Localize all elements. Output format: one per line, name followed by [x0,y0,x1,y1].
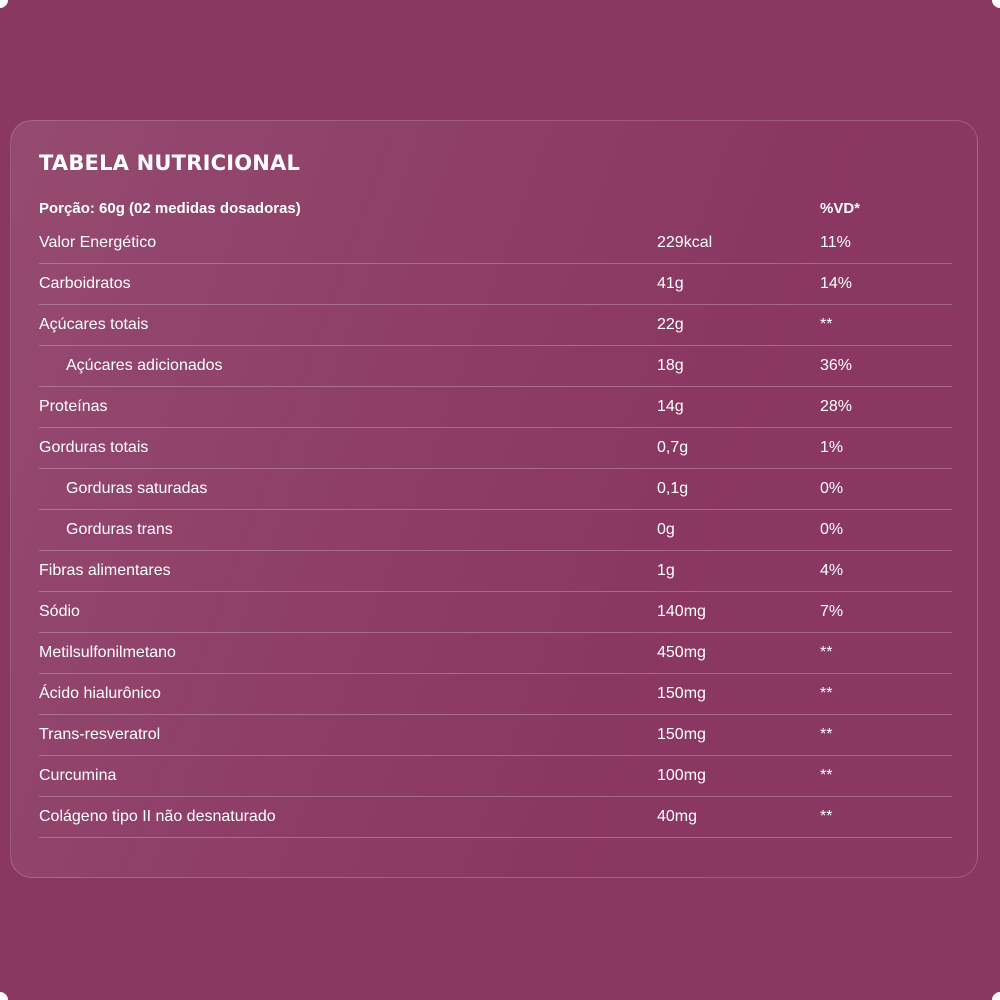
nutrient-amount: 1g [657,562,675,579]
nutrient-name: Açúcares totais [39,316,149,333]
table-row [39,387,952,428]
table-row [39,756,952,797]
nutrient-daily-value: ** [820,808,833,825]
nutrition-table [39,193,952,838]
nutrient-amount: 18g [657,357,684,374]
nutrient-amount: 150mg [657,726,706,743]
nutrient-amount: 41g [657,275,684,292]
table-row [39,633,952,674]
nutrient-daily-value: 11% [820,234,851,251]
nutrient-daily-value: ** [820,316,833,333]
nutrient-daily-value: ** [820,726,833,743]
nutrient-name: Curcumina [39,767,117,784]
table-row [39,674,952,715]
nutrient-daily-value: 14% [820,275,853,292]
table-row [39,305,952,346]
nutrient-name: Fibras alimentares [39,562,171,579]
table-row [39,592,952,633]
nutrient-name: Gorduras trans [66,521,173,538]
nutrition-panel [10,120,978,878]
table-row [39,715,952,756]
portion-label: Porção: 60g (02 medidas dosadoras) [39,199,301,217]
nutrient-amount: 0g [657,521,675,538]
nutrient-name: Gorduras totais [39,439,149,456]
nutrient-name: Gorduras saturadas [66,480,208,497]
table-row [39,264,952,305]
nutrient-name: Ácido hialurônico [39,685,161,702]
nutrient-daily-value: 36% [820,357,853,374]
nutrient-daily-value: 0% [820,480,844,497]
table-row [39,346,952,387]
nutrient-name: Carboidratos [39,275,131,292]
table-row [39,551,952,592]
nutrient-daily-value: 4% [820,562,844,579]
corner-decoration [0,992,8,1000]
nutrient-name: Proteínas [39,398,108,415]
nutrient-amount: 229kcal [657,234,713,251]
nutrient-amount: 140mg [657,603,706,620]
nutrient-name: Valor Energético [39,234,157,251]
nutrient-amount: 150mg [657,685,706,702]
nutrient-name: Sódio [39,603,80,620]
nutrient-amount: 450mg [657,644,706,661]
nutrient-amount: 40mg [657,808,698,825]
nutrient-amount: 0,7g [657,439,689,456]
nutrient-daily-value: 7% [820,603,844,620]
table-row [39,510,952,551]
nutrient-name: Metilsulfonilmetano [39,644,176,661]
nutrient-amount: 0,1g [657,480,689,497]
table-row [39,469,952,510]
nutrient-name: Trans-resveratrol [39,726,161,743]
page-title: TABELA NUTRICIONAL [39,151,301,175]
nutrient-amount: 14g [657,398,684,415]
nutrient-name: Colágeno tipo II não desnaturado [39,808,276,825]
nutrient-amount: 100mg [657,767,706,784]
nutrient-daily-value: ** [820,685,833,702]
table-row [39,223,952,264]
nutrient-daily-value: ** [820,644,833,661]
nutrient-daily-value: 28% [820,398,853,415]
nutrient-amount: 22g [657,316,684,333]
table-row [39,428,952,469]
nutrient-daily-value: 0% [820,521,844,538]
vd-header: %VD* [820,199,861,217]
corner-decoration [992,0,1000,8]
corner-decoration [992,992,1000,1000]
nutrient-daily-value: ** [820,767,833,784]
table-body [39,223,952,838]
nutrient-name: Açúcares adicionados [66,357,223,374]
table-header [39,193,952,223]
table-row [39,797,952,838]
corner-decoration [0,0,8,8]
nutrient-daily-value: 1% [820,439,844,456]
